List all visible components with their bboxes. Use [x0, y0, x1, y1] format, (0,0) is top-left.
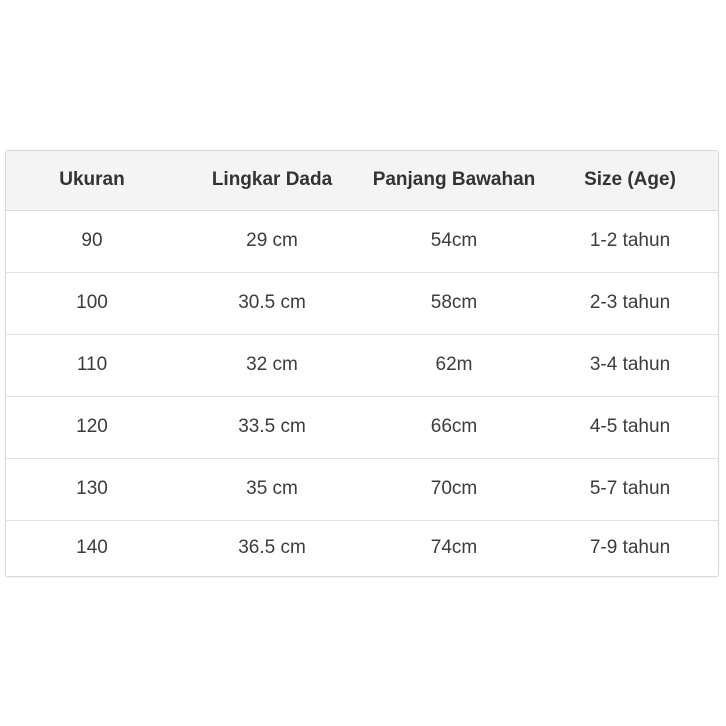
cell-panjang-bawahan: 70cm	[366, 458, 542, 520]
cell-panjang-bawahan: 74cm	[366, 520, 542, 576]
table-row	[6, 210, 718, 272]
table-row	[6, 272, 718, 334]
header-ukuran: Ukuran	[6, 151, 178, 210]
cell-ukuran: 120	[6, 396, 178, 458]
header-row	[6, 151, 718, 210]
cell-ukuran: 110	[6, 334, 178, 396]
size-table	[6, 151, 718, 576]
cell-panjang-bawahan: 58cm	[366, 272, 542, 334]
table-body	[6, 210, 718, 576]
cell-lingkar-dada: 33.5 cm	[178, 396, 366, 458]
header-size-age: Size (Age)	[542, 151, 718, 210]
cell-ukuran: 140	[6, 520, 178, 576]
header-lingkar-dada: Lingkar Dada	[178, 151, 366, 210]
cell-lingkar-dada: 30.5 cm	[178, 272, 366, 334]
cell-lingkar-dada: 29 cm	[246, 230, 298, 251]
table-header	[6, 151, 718, 210]
cell-panjang-bawahan: 66cm	[366, 396, 542, 458]
table-row	[6, 458, 718, 520]
cell-panjang-bawahan: 54cm	[430, 230, 478, 251]
cell-lingkar-dada: 32 cm	[178, 334, 366, 396]
cell-size-age: 1-2 tahun	[589, 230, 671, 251]
size-chart-table	[5, 150, 719, 577]
cell-lingkar-dada: 36.5 cm	[178, 520, 366, 576]
cell-panjang-bawahan: 62m	[366, 334, 542, 396]
cell-size-age: 2-3 tahun	[542, 272, 718, 334]
cell-size-age: 7-9 tahun	[542, 520, 718, 576]
cell-size-age: 4-5 tahun	[542, 396, 718, 458]
header-panjang-bawahan: Panjang Bawahan	[366, 151, 542, 210]
cell-ukuran: 100	[6, 272, 178, 334]
table-row	[6, 520, 718, 576]
cell-ukuran: 90	[81, 230, 103, 251]
cell-size-age: 3-4 tahun	[542, 334, 718, 396]
table-row	[6, 334, 718, 396]
table-row	[6, 396, 718, 458]
cell-ukuran: 130	[6, 458, 178, 520]
cell-size-age: 5-7 tahun	[542, 458, 718, 520]
cell-lingkar-dada: 35 cm	[178, 458, 366, 520]
